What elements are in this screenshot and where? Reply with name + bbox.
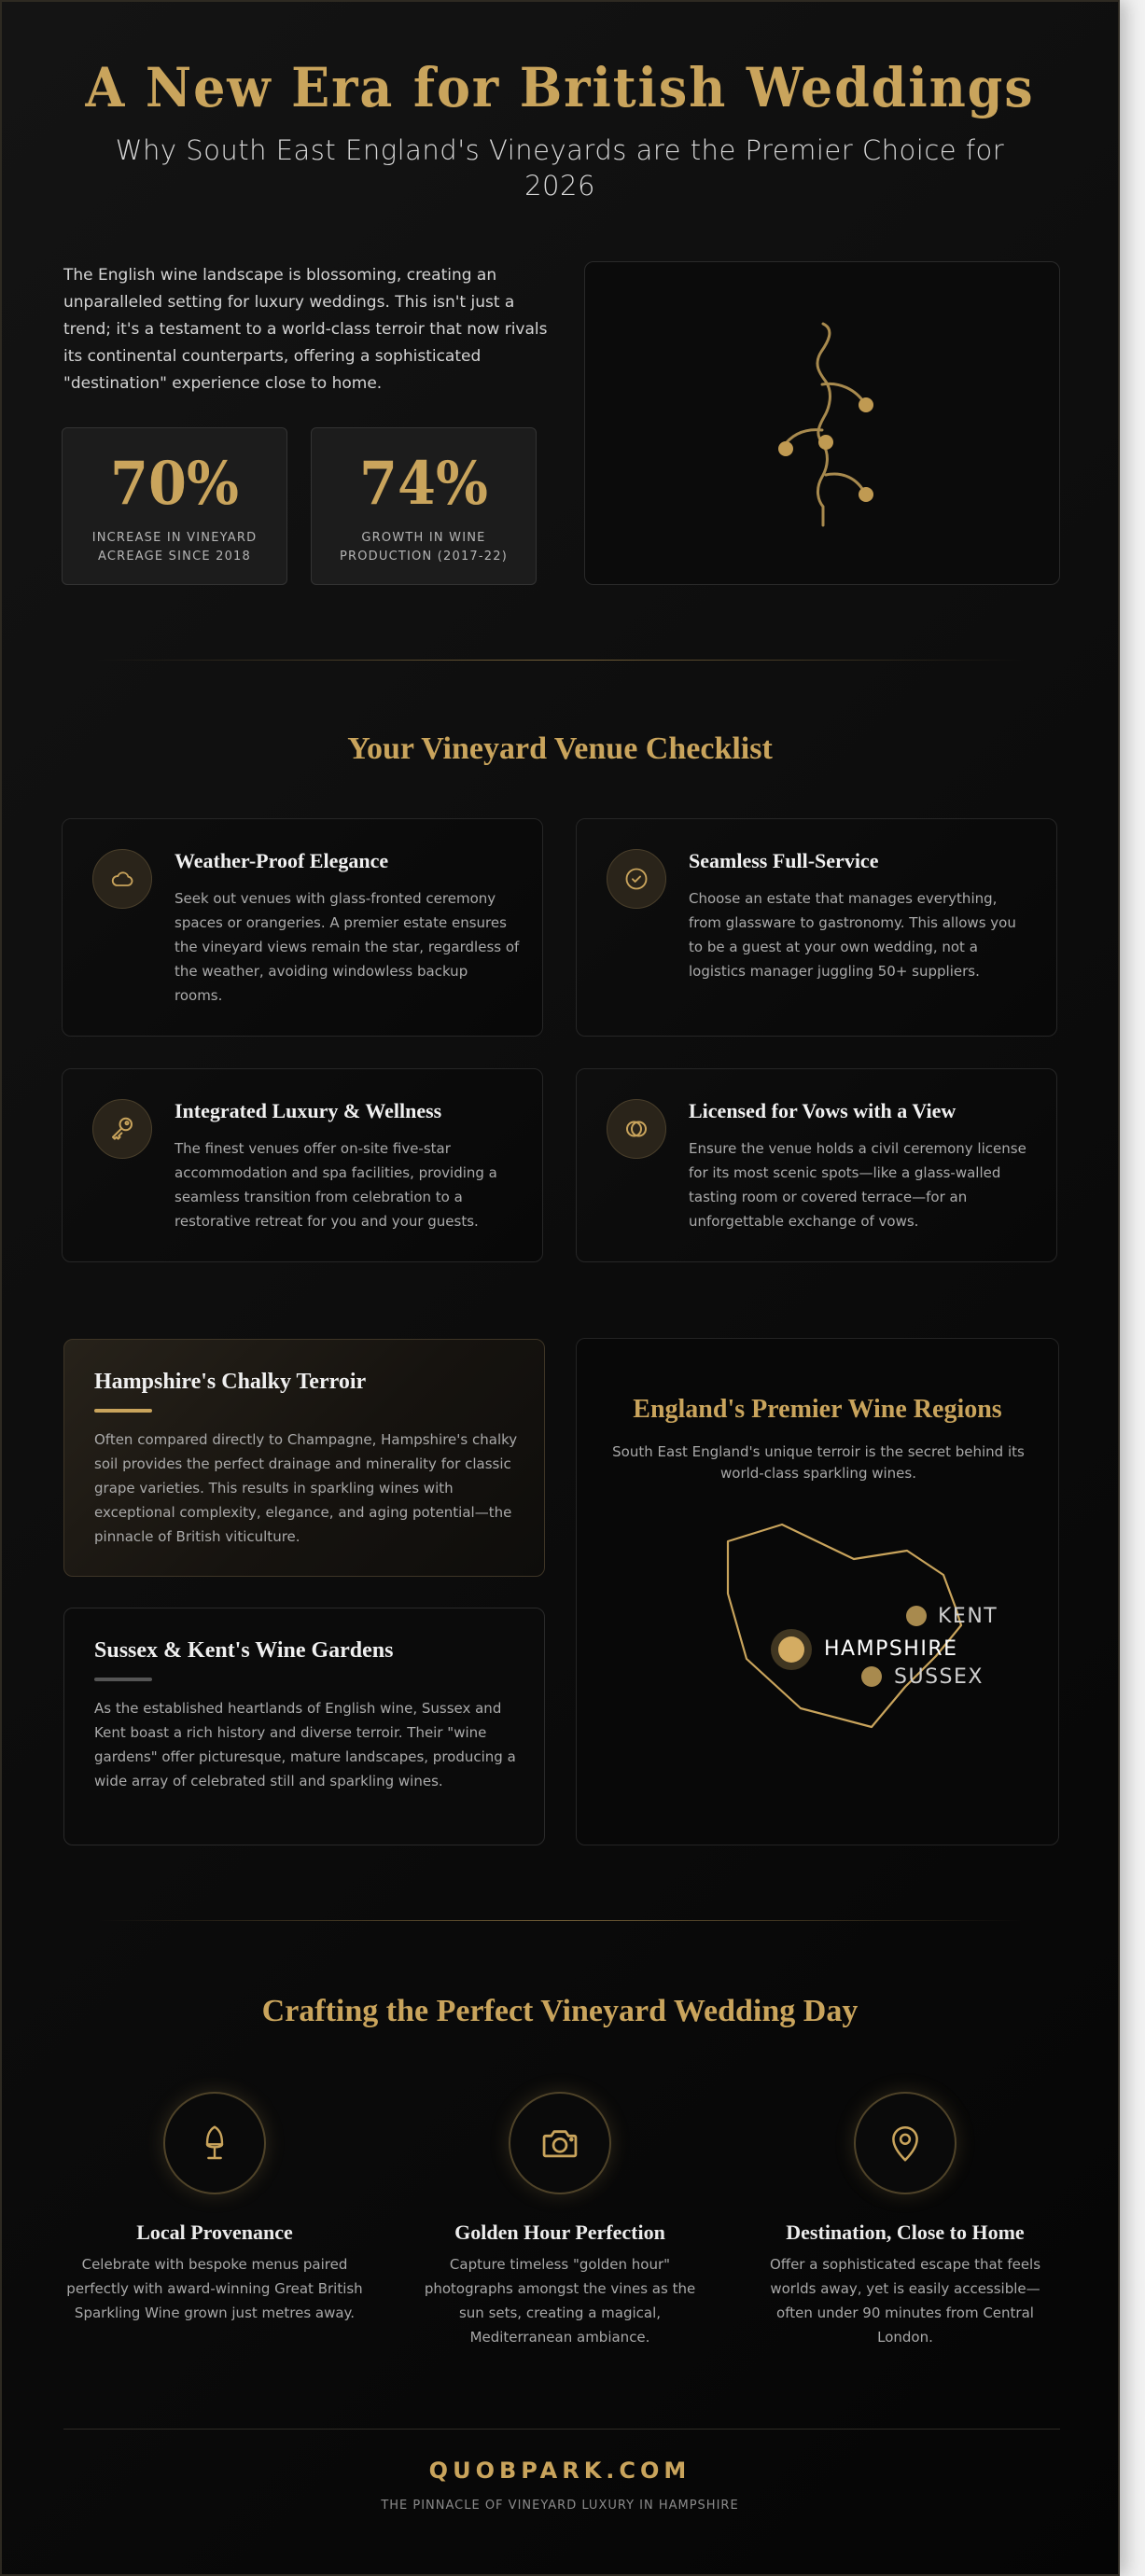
wine-regions-map-panel (576, 1338, 1059, 1845)
stat-value: 74% (359, 449, 488, 519)
crafting-item-description: Celebrate with bespoke menus paired perfectly with award-winning Great British Sparkling Wine grown just metres away. (66, 2256, 363, 2321)
section-divider (95, 1920, 1025, 1921)
camera-icon (509, 2092, 611, 2194)
checklist-card-full-service (576, 818, 1057, 1037)
map-label-hampshire: HAMPSHIRE (824, 1637, 958, 1661)
checklist-item-description: The finest venues offer on-site five-star accommodation and spa facilities, providing a seamless transition from celebration to a restorative retreat for you and your guests. (175, 1140, 497, 1230)
crafting-item-description: Offer a sophisticated escape that feels worlds away, yet is easily accessible—often under 90 minutes from Central London. (769, 2256, 1041, 2346)
crafting-item-title: Local Provenance (136, 2221, 293, 2244)
checklist-item-title: Licensed for Vows with a View (689, 1099, 956, 1122)
wine-glass-icon (163, 2092, 266, 2194)
footer-divider (63, 2429, 1060, 2430)
stat-card-production (311, 427, 537, 585)
map-subtitle: South East England's unique terroir is the secret behind its world-class sparkling wines. (612, 1443, 1025, 1482)
crafting-item-provenance (56, 2092, 373, 2325)
sussex-marker (861, 1666, 882, 1687)
checklist-card-license (576, 1068, 1057, 1262)
crafting-item-title: Destination, Close to Home (786, 2221, 1025, 2244)
accent-bar (94, 1409, 152, 1413)
checklist-item-title: Seamless Full-Service (689, 849, 879, 872)
stat-card-acreage (62, 427, 287, 585)
region-card-hampshire (63, 1339, 545, 1577)
crafting-item-golden-hour (401, 2092, 719, 2349)
crafting-title: Crafting the Perfect Vineyard Wedding Day (261, 1994, 859, 2028)
vine-illustration-panel (584, 261, 1060, 585)
region-title: Sussex & Kent's Wine Gardens (94, 1638, 394, 1663)
south-east-england-map (577, 1339, 1060, 1846)
page-subtitle: Why South East England's Vineyards are the Premier Choice for 2026 (115, 134, 1005, 202)
map-label-kent: KENT (938, 1605, 998, 1628)
checklist-item-description: Seek out venues with glass-fronted ceremony spaces or orangeries. A premier estate ensures the vineyard views remain the star, regardless of the weather, avoiding windowless backup rooms. (175, 890, 520, 1004)
checklist-item-title: Integrated Luxury & Wellness (175, 1099, 442, 1122)
checklist-item-description: Choose an estate that manages everything, from glassware to gastronomy. This allows you to be a guest at your own wedding, not a logistics manager juggling 50+ suppliers. (689, 890, 1016, 980)
crafting-item-description: Capture timeless "golden hour" photographs amongst the vines as the sun sets, creating a magical, Mediterranean ambiance. (424, 2256, 696, 2346)
crafting-item-destination (747, 2092, 1064, 2349)
checklist-item-description: Ensure the venue holds a civil ceremony license for its most scenic spots—like a glass-walled tasting room or covered terrace—for an unforgettable exchange of vows. (689, 1140, 1026, 1230)
footer-brand-link[interactable]: QUOBPARK.COM (428, 2458, 691, 2484)
checklist-card-weather (62, 818, 543, 1037)
crafting-item-title: Golden Hour Perfection (454, 2221, 665, 2244)
check-circle-icon (607, 849, 666, 909)
checklist-item-title: Weather-Proof Elegance (175, 849, 389, 872)
page-title: A New Era for British Weddings (85, 56, 1035, 119)
region-description: Often compared directly to Champagne, Hampshire's chalky soil provides the perfect drainage and minerality for classic grape varieties. This results in sparkling wines with exceptional complexity, elegance, and aging potential—the pinnacle of British viticulture. (94, 1431, 518, 1545)
section-divider (95, 660, 1025, 661)
region-card-sussex-kent (63, 1608, 545, 1845)
key-icon (92, 1099, 152, 1159)
hampshire-marker (778, 1636, 804, 1663)
cloud-icon (92, 849, 152, 909)
stat-label: GROWTH IN WINE PRODUCTION (2017-22) (339, 531, 509, 564)
rings-icon (607, 1099, 666, 1159)
kent-marker (906, 1606, 927, 1626)
grapevine-icon (585, 262, 1061, 586)
footer-tagline: THE PINNACLE OF VINEYARD LUXURY IN HAMPSHIRE (381, 2499, 739, 2513)
accent-bar (94, 1678, 152, 1681)
map-label-sussex: SUSSEX (894, 1665, 984, 1689)
stat-value: 70% (110, 449, 239, 519)
checklist-card-wellness (62, 1068, 543, 1262)
checklist-title: Your Vineyard Venue Checklist (347, 731, 773, 766)
map-title: England's Premier Wine Regions (633, 1395, 1002, 1424)
region-title: Hampshire's Chalky Terroir (94, 1370, 367, 1394)
stat-label: INCREASE IN VINEYARD ACREAGE SINCE 2018 (91, 531, 258, 564)
map-pin-icon (854, 2092, 956, 2194)
intro-paragraph: The English wine landscape is blossoming, creating an unparalleled setting for luxury weddings. This isn't just a trend; it's a testament to a world-class terroir that now rivals its continental counterparts, offering a sophisticated "destination" experience close to home. (63, 266, 548, 393)
region-description: As the established heartlands of English wine, Sussex and Kent boast a rich history and diverse terroir. Their "wine gardens" offer picturesque, mature landscapes, producing a wide array of celebrated still and sparkling wines. (94, 1700, 516, 1789)
